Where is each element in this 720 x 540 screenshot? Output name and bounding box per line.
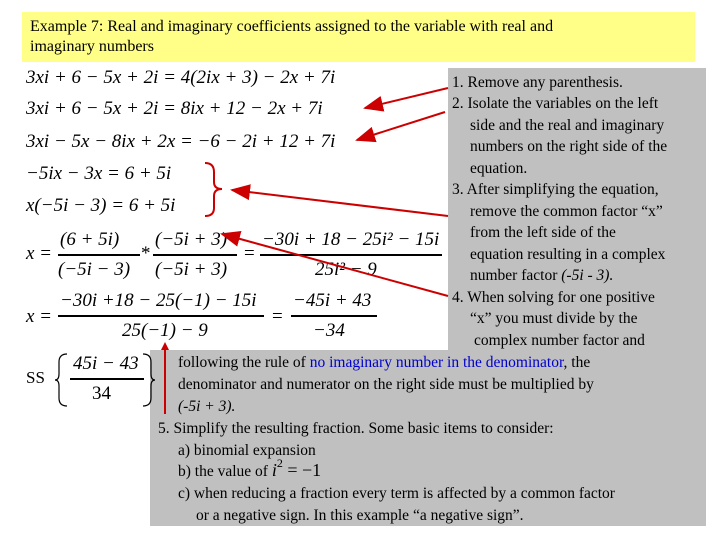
equation-6-denominator-2: (−5i + 3) bbox=[155, 259, 228, 280]
equation-7-numerator-1: −30i +18 − 25(−1) − 15i bbox=[60, 290, 257, 311]
step-2-line-3: numbers on the right side of the bbox=[470, 138, 668, 155]
equation-6-numerator-1: (6 + 5i) bbox=[60, 229, 120, 250]
step-3-line-4: equation resulting in a complex bbox=[470, 246, 666, 263]
step-4-line-2: “x” you must divide by the bbox=[470, 310, 638, 327]
step-2-line-4: equation. bbox=[470, 160, 528, 177]
step-4-line-6: (-5i + 3). bbox=[178, 398, 236, 415]
equation-3: 3xi − 5x − 8ix + 2x = −6 − 2i + 12 + 7i bbox=[26, 131, 336, 152]
equation-7-denominator-2: −34 bbox=[313, 320, 345, 341]
step-2-line-1: 2. Isolate the variables on the left bbox=[452, 95, 659, 112]
step-5-item-a: a) binomial expansion bbox=[178, 442, 316, 459]
step-4-line-5: denominator and numerator on the right side must be multiplied by bbox=[178, 376, 594, 393]
equation-6-numerator-2: (−5i + 3) bbox=[155, 229, 228, 250]
title-line-1: Example 7: Real and imaginary coefficients assigned to the variable with real and bbox=[30, 18, 554, 35]
equation-5: x(−5i − 3) = 6 + 5i bbox=[26, 195, 176, 216]
multiply-sign: * bbox=[141, 243, 151, 264]
solution-set-label: SS bbox=[26, 368, 45, 387]
equation-7-denominator-1: 25(−1) − 9 bbox=[122, 320, 208, 341]
step-3-line-1: 3. After simplifying the equation, bbox=[452, 181, 659, 198]
step-4-line-1: 4. When solving for one positive bbox=[452, 289, 655, 306]
step-5-item-b: b) the value of $i^2 = -1$ bbox=[178, 456, 322, 480]
equals-sign: = bbox=[272, 306, 283, 327]
equation-6-numerator-3: −30i + 18 − 25i² − 15i bbox=[262, 229, 440, 250]
equation-6-denominator-3: 25i² − 9 bbox=[315, 259, 377, 280]
equation-6-lhs: x = bbox=[26, 243, 53, 264]
equation-2: 3xi + 6 − 5x + 2i = 8ix + 12 − 2x + 7i bbox=[26, 98, 323, 119]
step-5-line-1: 5. Simplify the resulting fraction. Some basic items to consider: bbox=[158, 420, 554, 437]
title-line-2: imaginary numbers bbox=[30, 38, 154, 55]
step-4-line-3: complex number factor and bbox=[474, 332, 645, 349]
solution-denominator: 34 bbox=[92, 383, 111, 404]
step-2-line-2: side and the real and imaginary bbox=[470, 117, 665, 134]
equation-4: −5ix − 3x = 6 + 5i bbox=[26, 163, 172, 184]
step-3-line-3: from the left side of the bbox=[470, 224, 616, 241]
step-5-item-c-line-1: c) when reducing a fraction every term is affected by a common factor bbox=[178, 485, 615, 502]
step-5-item-c-line-2: or a negative sign. In this example “a negative sign”. bbox=[196, 507, 524, 524]
equation-7-lhs: x = bbox=[26, 306, 53, 327]
equation-6-denominator-1: (−5i − 3) bbox=[58, 259, 131, 280]
step-1: 1. Remove any parenthesis. bbox=[452, 74, 623, 91]
equation-7-numerator-2: −45i + 43 bbox=[293, 290, 372, 311]
step-3-line-5: number factor (-5i - 3). bbox=[470, 267, 614, 284]
step-4-line-4: following the rule of no imaginary number in the denominator, the bbox=[178, 354, 591, 371]
step-3-line-2: remove the common factor “x” bbox=[470, 203, 663, 220]
equals-sign: = bbox=[244, 243, 255, 264]
solution-numerator: 45i − 43 bbox=[73, 353, 139, 374]
equation-1: 3xi + 6 − 5x + 2i = 4(2ix + 3) − 2x + 7i bbox=[26, 67, 336, 88]
